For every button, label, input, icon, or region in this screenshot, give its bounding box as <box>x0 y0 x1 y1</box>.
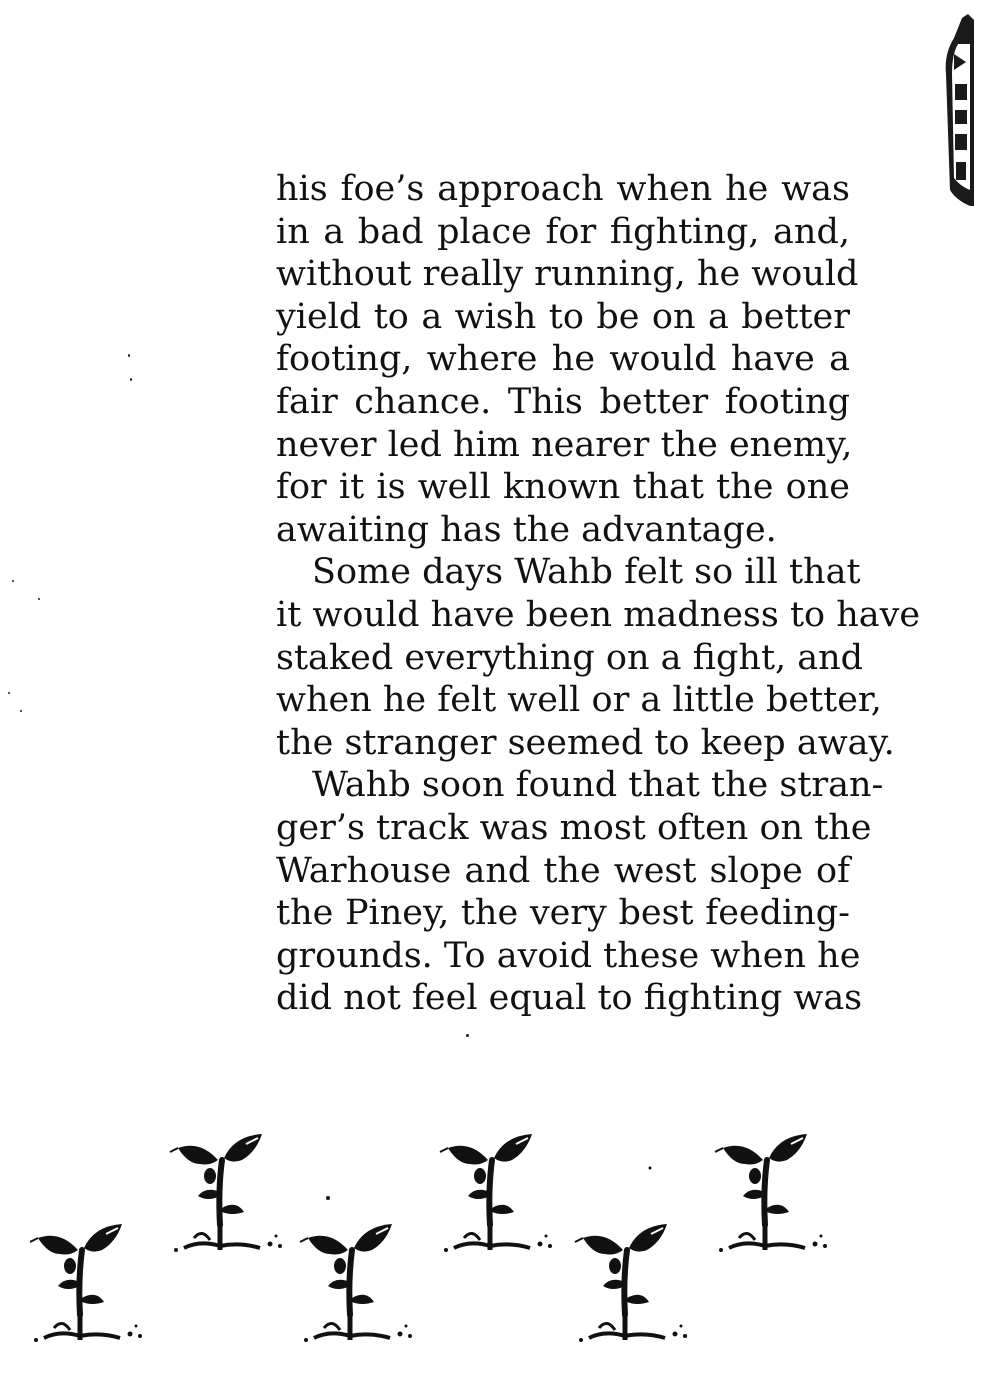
text-line: the stranger seemed to keep away. <box>276 722 895 763</box>
text-line: without really running, he would <box>276 254 859 295</box>
text-line: yield to a wish to be on a better <box>276 296 850 337</box>
scan-speck <box>20 710 22 712</box>
text-line: never led him nearer the enemy, <box>276 424 853 465</box>
body-text <box>276 168 921 1020</box>
text-line: footing, where he would have a <box>276 339 850 380</box>
text-line: in a bad place for fighting, and, <box>276 211 850 252</box>
thumb-index-tab-icon <box>944 14 974 206</box>
scan-speck <box>128 354 130 357</box>
scan-speck <box>130 378 132 381</box>
text-line: his foe’s approach when he was <box>276 169 850 209</box>
sprout-vignette-icon <box>30 1120 850 1350</box>
text-line: did not feel equal to fighting was <box>276 978 863 1019</box>
scan-speck <box>466 1034 469 1037</box>
text-line: grounds. To avoid these when he <box>276 935 861 976</box>
scan-speck <box>12 580 14 582</box>
text-line: it would have been madness to have <box>276 594 921 635</box>
text-line: staked everything on a fight, and <box>276 637 864 678</box>
text-line: for it is well known that the one <box>276 467 850 508</box>
text-line: Wahb soon found that the stran- <box>312 765 884 806</box>
text-line: ger’s track was most often on the <box>276 807 872 848</box>
text-line: fair chance. This better footing <box>276 381 850 422</box>
text-line: the Piney, the very best feeding- <box>276 893 850 934</box>
scan-speck <box>38 598 40 600</box>
text-line: when he felt well or a little better, <box>276 680 882 721</box>
text-line: Some days Wahb felt so ill that <box>312 552 861 593</box>
scan-speck <box>8 692 10 694</box>
text-line: awaiting has the advantage. <box>276 509 777 550</box>
text-line: Warhouse and the west slope of <box>276 850 850 891</box>
